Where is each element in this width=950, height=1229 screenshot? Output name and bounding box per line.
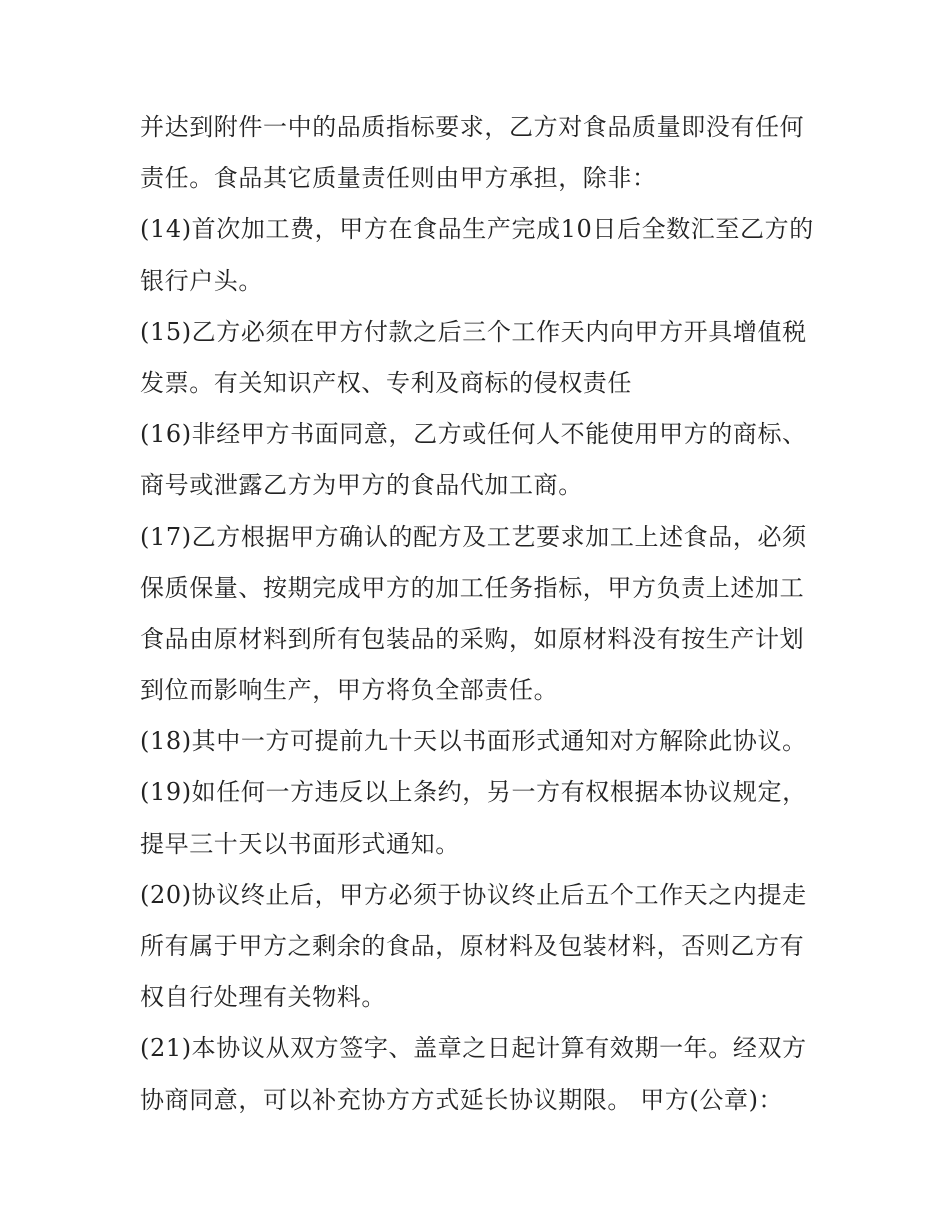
text-line: (16)非经甲方书面同意，乙方或任何人不能使用甲方的商标、 (140, 420, 807, 449)
text-line: 并达到附件一中的品质指标要求，乙方对食品质量即没有任何 (140, 113, 805, 141)
text-line: (18)其中一方可提前九十天以书面形式通知对方解除此协议。 (140, 727, 807, 756)
text-line: 商号或泄露乙方为甲方的食品代加工商。 (140, 471, 583, 500)
text-line: 发票。有关知识产权、专利及商标的侵权责任 (140, 368, 632, 397)
text-line: 协商同意，可以补充协方方式延长协议期限。 甲方(公章)： (140, 1085, 784, 1114)
text-line: 责任。食品其它质量责任则由甲方承担，除非： (140, 164, 657, 193)
text-line: (14)首次加工费，甲方在食品生产完成10日后全数汇至乙方的 (140, 215, 814, 244)
text-line: 所有属于甲方之剩余的食品，原材料及包装材料，否则乙方有 (140, 932, 805, 960)
text-line: 到位而影响生产，甲方将负全部责任。 (140, 676, 559, 705)
text-line: (17)乙方根据甲方确认的配方及工艺要求加工上述食品，必须 (140, 522, 807, 551)
contract-text (140, 102, 820, 1126)
text-line: 银行户头。 (140, 266, 263, 295)
text-line: (19)如任何一方违反以上条约，另一方有权根据本协议规定， (140, 778, 807, 807)
text-line: (21)本协议从双方签字、盖章之日起计算有效期一年。经双方 (140, 1034, 807, 1063)
text-line: (15)乙方必须在甲方付款之后三个工作天内向甲方开具增值税 (140, 317, 807, 346)
text-line: 食品由原材料到所有包装品的采购，如原材料没有按生产计划 (140, 624, 805, 653)
text-line: 权自行处理有关物料。 (140, 983, 386, 1012)
text-line: (20)协议终止后，甲方必须于协议终止后五个工作天之内提走 (140, 880, 807, 909)
text-line: 保质保量、按期完成甲方的加工任务指标，甲方负责上述加工 (140, 573, 805, 602)
text-line: 提早三十天以书面形式通知。 (140, 829, 460, 858)
